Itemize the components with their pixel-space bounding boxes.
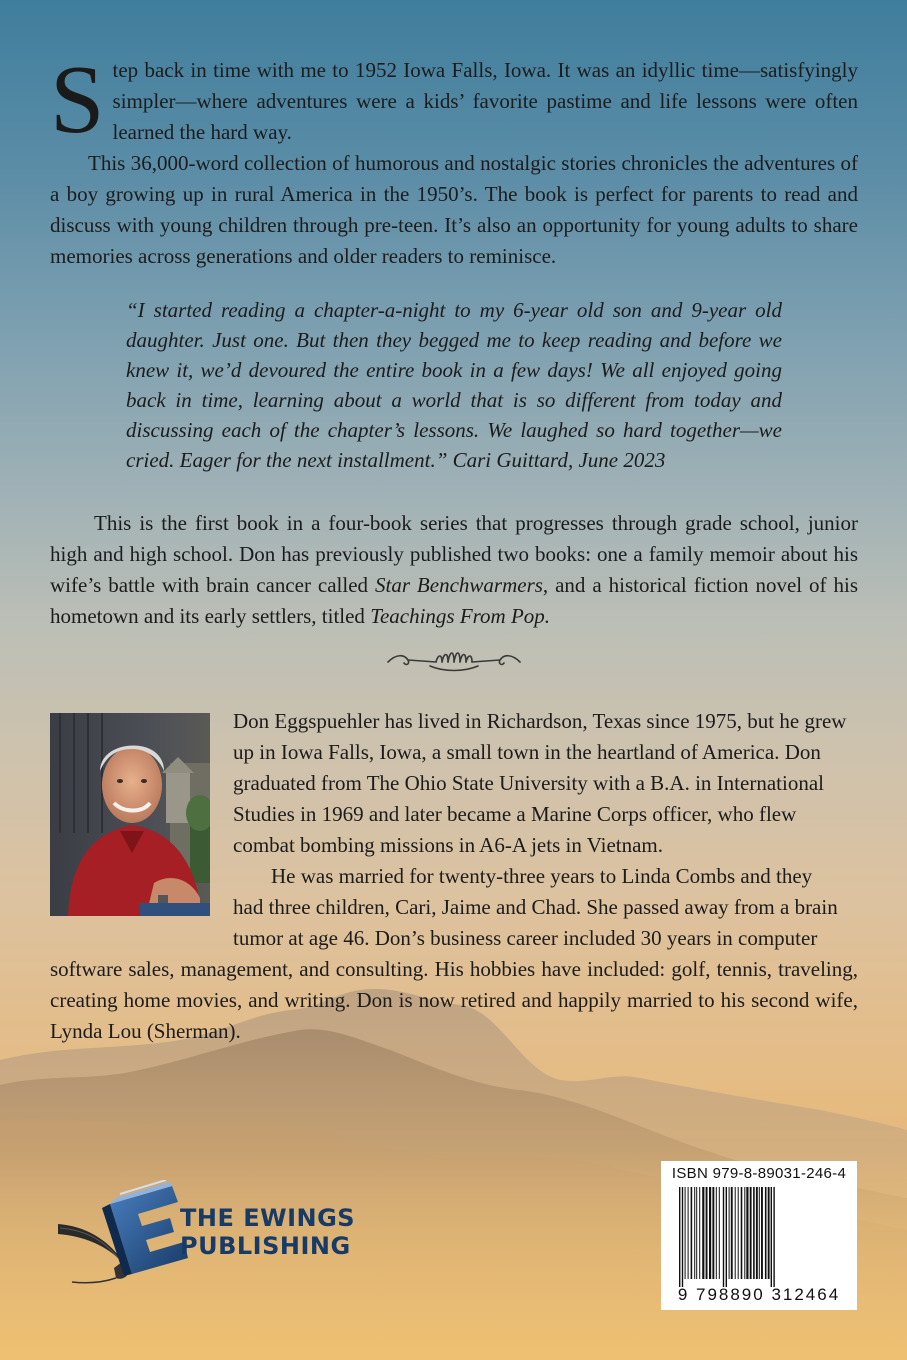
barcode-bar (753, 1187, 755, 1279)
barcode-bar (750, 1187, 752, 1279)
bio-line: graduated from The Ohio State University with a B.A. in International (233, 771, 824, 795)
barcode-bar (746, 1187, 748, 1279)
barcode-bar (744, 1187, 745, 1279)
intro-paragraph-2: This 36,000-word collection of humorous and nostalgic stories chronicles the adventures of a boy growing up in rural America in the 1950’s. The book is perfect for parents to read and discuss with young children through pre-teen. It’s also an opportunity for young adults to share memories across generations and older readers to reminisce. (50, 151, 858, 268)
barcode-bar (682, 1187, 683, 1287)
barcode-bar (738, 1187, 739, 1279)
intro-paragraph-1 (50, 46, 858, 154)
barcode-bar (706, 1187, 708, 1279)
author-bio (50, 706, 858, 1047)
book-title-teachings-from-pop: Teachings From Pop. (370, 604, 551, 628)
barcode-bar (735, 1187, 736, 1279)
series-paragraph (50, 508, 858, 632)
barcode-bar (729, 1187, 730, 1279)
series-text-b: , and a historical fiction novel of his hometown and its early settlers, titled (50, 573, 858, 628)
series-text-a: This is the first book in a four-book series that progresses through grade school, junior high and high school. Don has previously published two books: one a family memoir about his wife’s battle with brain cancer called (50, 511, 858, 597)
barcode-bar (702, 1187, 704, 1279)
barcode-bar (696, 1187, 697, 1279)
barcode-bar (694, 1187, 695, 1279)
drop-cap: S (50, 46, 105, 154)
bio-paragraph-continued: software sales, management, and consulting. His hobbies have included: golf, tennis, traveling, creating home movies, and writing. Don is now retired and happily married to his second wife, Lynda Lou (Sherman). (50, 957, 858, 1043)
barcode-bar (741, 1187, 743, 1279)
barcode-bar (688, 1187, 689, 1279)
bio-line: He was married for twenty-three years to Linda Combs and they (271, 864, 813, 888)
isbn-label: ISBN 979-8-89031-246-4 (671, 1165, 847, 1182)
barcode-bar (765, 1187, 767, 1279)
barcode-bar (679, 1187, 680, 1287)
barcode-bar (719, 1187, 720, 1279)
isbn-barcode (661, 1161, 857, 1310)
barcode-bar (699, 1187, 700, 1279)
bio-line: Don Eggspuehler has lived in Richardson, Texas since 1975, but he grew (233, 709, 847, 733)
barcode-bar (731, 1187, 733, 1279)
barcode-bar (716, 1187, 717, 1279)
barcode-bar (773, 1187, 774, 1287)
barcode-bar (712, 1187, 714, 1279)
intro-paragraph-1-text: tep back in time with me to 1952 Iowa Falls, Iowa. It was an idyllic time—satisfyingly simpler—where adventures were a kids’ favorite pastime and life lessons were often learned the hard way. (112, 58, 858, 144)
bio-line: combat bombing missions in A6-A jets in Vietnam. (233, 833, 664, 857)
bio-line: Studies in 1969 and later became a Marine Corps officer, who flew (233, 802, 797, 826)
series-section (50, 508, 858, 632)
publisher-name-line-1: THE EWINGS (180, 1204, 356, 1232)
barcode-bar (685, 1187, 686, 1279)
book-title-star-benchwarmers: Star Benchwarmers (374, 573, 543, 597)
ornament-divider-icon (386, 646, 522, 676)
barcode-bar (756, 1187, 758, 1279)
barcode-bar (726, 1187, 727, 1287)
barcode-bar (723, 1187, 724, 1287)
intro-section (50, 46, 858, 272)
bio-line: up in Iowa Falls, Iowa, a small town in the heartland of America. Don (233, 740, 821, 764)
barcode-bar (759, 1187, 760, 1279)
barcode-bars (677, 1187, 849, 1297)
barcode-bar (761, 1187, 763, 1279)
barcode-bar (771, 1187, 772, 1287)
barcode-bar (709, 1187, 711, 1279)
barcode-bar (768, 1187, 770, 1279)
barcode-bar (691, 1187, 693, 1279)
publisher-name-line-2: PUBLISHING (180, 1232, 351, 1260)
bio-line: had three children, Cari, Jaime and Chad. She passed away from a brain (233, 895, 838, 919)
barcode-digits: 9 798890 312464 (677, 1285, 841, 1304)
testimonial-quote: “I started reading a chapter-a-night to my 6-year old son and 9-year old daughter. Just one. But then they begged me to keep reading and before we knew it, we’d devoured the entire book in a few days! We all enjoyed going back in time, learning about a world that is so different from today and discussing each of the chapter’s lessons. We laughed so hard together—we cried. Eager for the next installment.” Cari Guittard, June 2023 (126, 298, 782, 472)
bio-line: tumor at age 46. Don’s business career included 30 years in computer (233, 926, 818, 950)
